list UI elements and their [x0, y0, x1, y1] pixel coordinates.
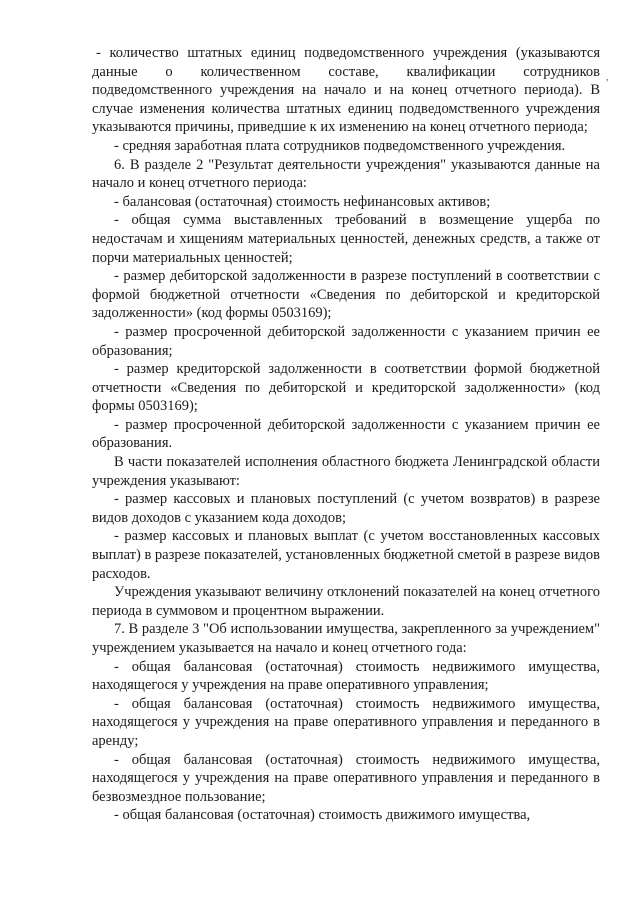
paragraph-overdue-receivables-2: - размер просроченной дебиторской задолженности с указанием причин ее образования.: [92, 416, 600, 452]
document-page: [92, 44, 600, 825]
paragraph-deviation: Учреждения указывают величину отклонений показателей на конец отчетного периода в суммовом и процентном выражении.: [92, 584, 600, 619]
paragraph-average-salary: - средняя заработная плата сотрудников подведомственного учреждения.: [114, 137, 566, 154]
paragraph-movable-property: - общая балансовая (остаточная) стоимость движимого имущества,: [114, 807, 531, 824]
paragraph-cash-receipts: - размер кассовых и плановых поступлений (с учетом возвратов) в разрезе видов доходов с указанием кода доходов;: [92, 491, 600, 526]
paragraph-real-estate-rent: - общая балансовая (остаточная) стоимость недвижимого имущества, находящегося у учреждения на праве оперативного управления и переданного в аренду;: [92, 695, 600, 749]
paragraph-damage-claims: - общая сумма выставленных требований в возмещение ущерба по недостачам и хищениям материальных ценностей, денежных средств, а также от порчи материальных ценностей;: [92, 212, 600, 266]
paragraph-overdue-receivables: - размер просроченной дебиторской задолженности с указанием причин ее образования;: [92, 323, 600, 359]
margin-mark: ,: [606, 72, 609, 83]
paragraph-section-2-heading: 6. В разделе 2 "Результат деятельности учреждения" указываются данные на начало и конец отчетного периода:: [92, 156, 600, 192]
paragraph-cash-payments: - размер кассовых и плановых выплат (с учетом восстановленных кассовых выплат) в разрезе показателей, установленных бюджетной сметой в разрезе видов расходов.: [92, 528, 600, 582]
paragraph-receivables: - размер дебиторской задолженности в разрезе поступлений в соответствии с формой бюджетной отчетности «Сведения по дебиторской и кредиторской задолженности» (код формы 0503169);: [92, 268, 600, 322]
paragraph-staff-count: - количество штатных единиц подведомственного учреждения (указываются данные о количественном составе, квалификации сотрудников подведомственного учреждения на начало и на конец отчетного периода). В случае изменения количества штатных единиц подведомственного учреждения указываются причины, приведшие к их изменению на конец отчетного периода;: [92, 45, 600, 136]
paragraph-payables: - размер кредиторской задолженности в соответствии формой бюджетной отчетности «Сведения по дебиторской и кредиторской задолженности» (код формы 0503169);: [92, 361, 600, 415]
paragraph-real-estate-operational: - общая балансовая (остаточная) стоимость недвижимого имущества, находящегося у учреждения на праве оперативного управления;: [92, 658, 600, 694]
paragraph-real-estate-free-use: - общая балансовая (остаточная) стоимость недвижимого имущества, находящегося у учреждения на праве оперативного управления и переданного в безвозмездное пользование;: [92, 751, 600, 805]
paragraph-budget-indicators: В части показателей исполнения областного бюджета Ленинградской области учреждения указывают:: [92, 454, 600, 489]
paragraph-section-3-heading: 7. В разделе 3 "Об использовании имущества, закрепленного за учреждением" учреждением указывается на начало и конец отчетного года:: [92, 621, 600, 656]
paragraph-nonfinancial-assets: - балансовая (остаточная) стоимость нефинансовых активов;: [114, 193, 491, 210]
